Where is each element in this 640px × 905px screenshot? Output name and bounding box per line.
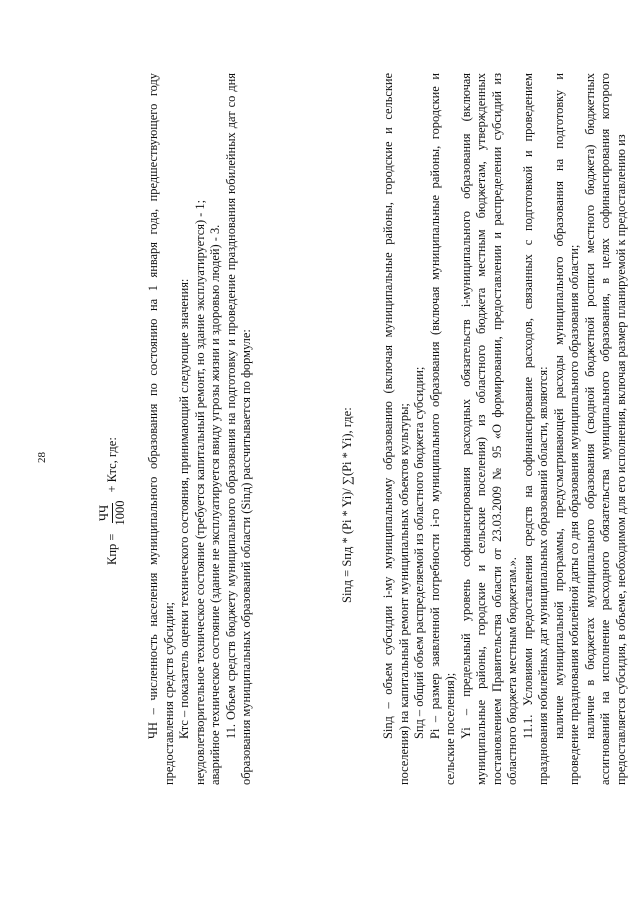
formula-kpr <box>90 437 134 565</box>
text-block-1 <box>146 73 255 785</box>
text-block-2 <box>381 73 629 785</box>
paragraph: наличие муниципальной программы, предусматривающей расходы муниципального образования на подготовку и проведение празднования юбилейной даты со дня образования муниципального образования области; <box>551 73 581 785</box>
paragraph: наличие в бюджетах муниципального образования (сводной бюджетной росписи местного бюджета) бюджетных ассигнований на исполнение расходного обязательства муниципального образования, в целях софинансирования которого предоставляется субсидия, в объеме, необходимом для его исполнения, включая размер планируемой к предоставлению из <box>582 73 628 785</box>
paragraph: Yi – предельный уровень софинансирования расходных обязательств i-муниципального образования (включая муниципальные районы, городские и сельские поселения) из областного бюджета местным бюджетам, утвержденных постановлением Правительства области от 23.03.2009 № 95 «О формировании, предоставлении и распределении субсидий из областного бюджета местным бюджетам.». <box>458 73 519 785</box>
paragraph: Ктс – показатель оценки технического состояния, принимающий следующие значения: <box>177 278 191 739</box>
paragraph: Sпд – общий объем распределяемой из областного бюджета субсидии; <box>412 366 426 739</box>
formula-lhs: Кпр = <box>104 533 119 565</box>
paragraph: 11.1. Условиями предоставления средств на софинансирование расходов, связанных с подготовкой и проведением празднования юбилейных дат муниципальных образований области, являются: <box>520 73 550 785</box>
formula-fraction <box>97 499 128 528</box>
page-number: 28 <box>36 452 48 463</box>
fraction-denominator: 1000 <box>112 500 127 526</box>
paragraph: аварийное техническое состояние (здание не эксплуатируется ввиду угрозы жизни и здоровью людей) - 3. <box>208 224 222 785</box>
fraction-numerator: ЧЧ <box>96 504 111 522</box>
paragraph: 11. Объем средств бюджету муниципального образования на подготовку и проведение празднования юбилейных дат со дня образования муниципальных образований области (Sinд) рассчитывается по формуле: <box>223 73 253 785</box>
paragraph: Sinд – объем субсидии i-му муниципальному образованию (включая муниципальные районы, городские и сельские поселения) на капитальный ремонт муниципальных объектов культуры; <box>381 73 411 785</box>
paragraph: неудовлетворительное техническое состояние (требуется капитальный ремонт, но здание эксплуатируется) - 1; <box>192 199 207 785</box>
paragraph: ЧН – численность населения муниципального образования по состоянию на 1 января года, предшествующего году предоставления средств субсидии; <box>146 73 176 785</box>
paragraph: Pi – размер заявленной потребности i-го муниципального образования (включая муниципальные районы, городские и сельские поселения); <box>427 73 457 785</box>
formula-rhs: + Ктс, где: <box>104 437 119 493</box>
formula-sind: Sinд = Sпд * (Pi * Yi)/ ∑(Pi * Yi), где: <box>340 407 354 603</box>
